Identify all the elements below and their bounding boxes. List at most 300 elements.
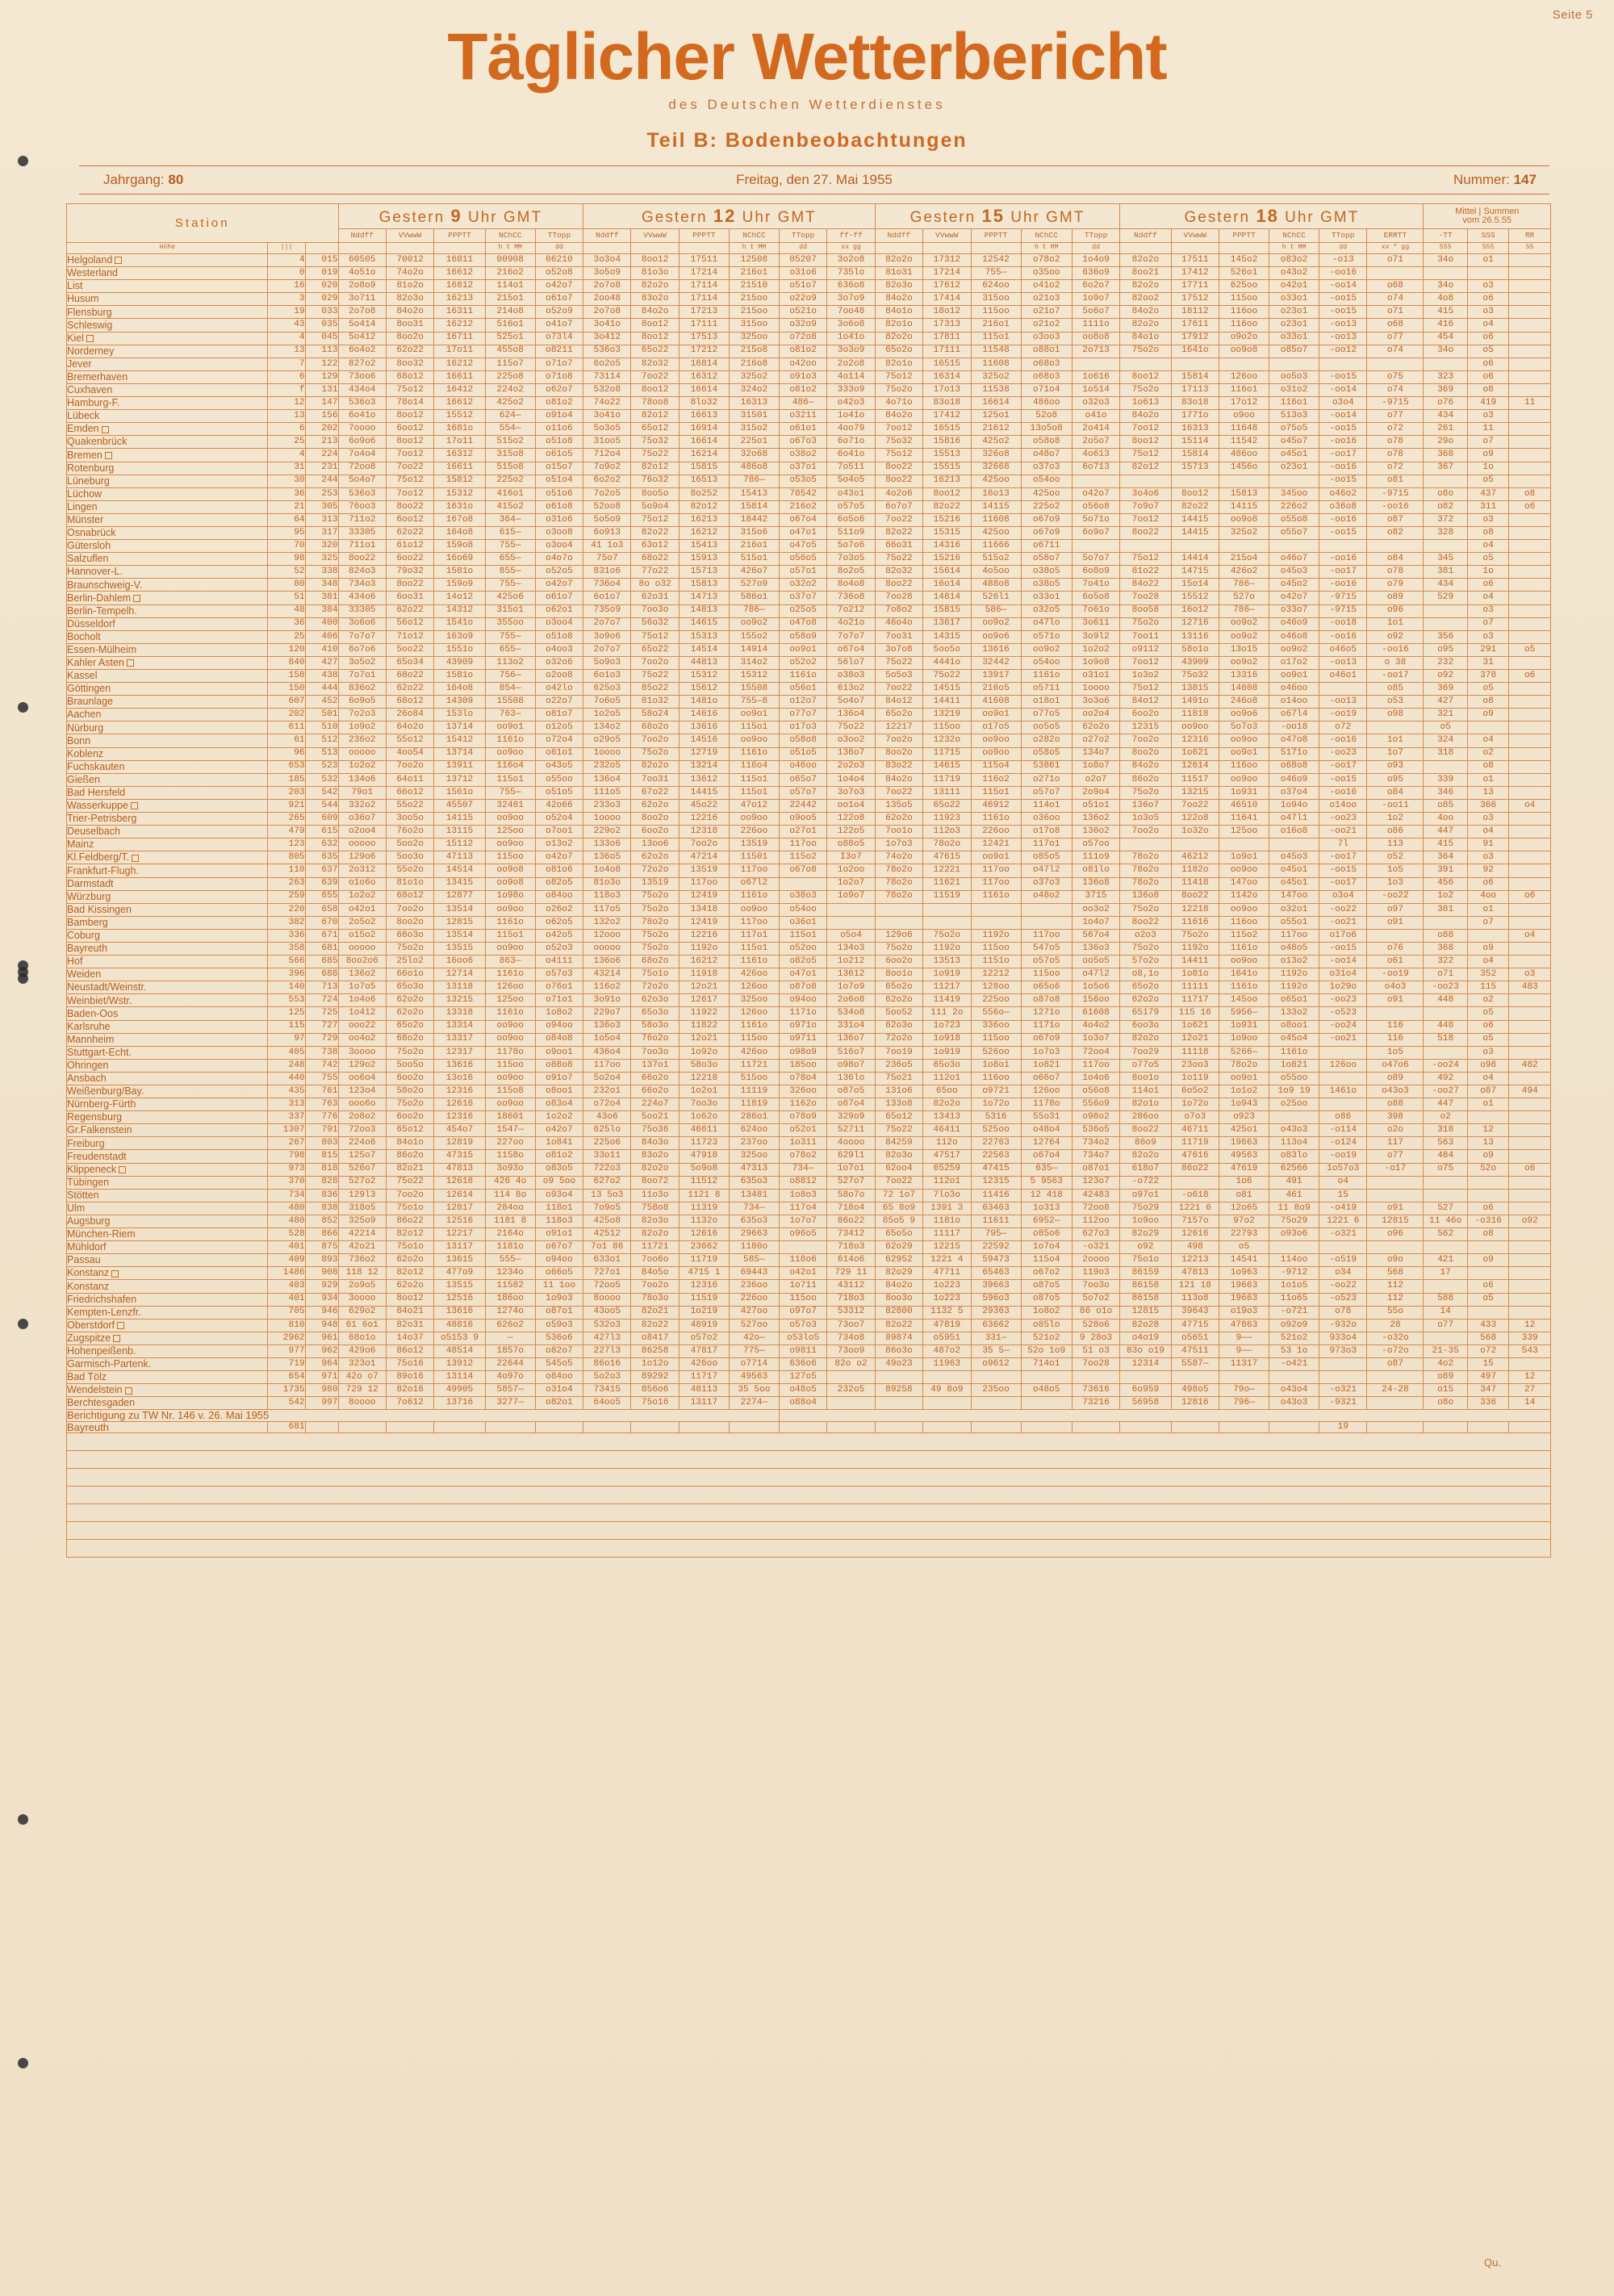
station-index: 512: [305, 734, 338, 747]
blank-cell: [67, 1450, 1551, 1468]
obs-cell: [1120, 475, 1171, 487]
obs-cell: 112: [1367, 1293, 1424, 1306]
obs-cell: 1o8o3: [779, 1189, 826, 1202]
obs-cell: 49o23: [875, 1357, 922, 1370]
station-marker-icon: [119, 1166, 126, 1173]
obs-cell: 75o1o: [386, 1241, 433, 1254]
obs-cell: 7o9o2: [583, 462, 631, 475]
obs-cell: 75o2o: [631, 929, 679, 942]
group-header-18: [1120, 204, 1424, 229]
obs-cell: 5o4o7: [338, 475, 386, 487]
station-name: Deuselbach: [67, 826, 268, 839]
station-name: Kl.Feldberg/T.: [67, 851, 268, 864]
station-index: 639: [305, 877, 338, 890]
obs-cell: 786—: [1219, 604, 1269, 617]
obs-cell: o84oo: [535, 890, 583, 903]
station-index: 828: [305, 1176, 338, 1189]
station-index: 934: [305, 1293, 338, 1306]
obs-cell: 1o931: [1219, 1020, 1269, 1033]
obs-cell: 48919: [679, 1319, 729, 1332]
obs-cell: o3oo8: [535, 526, 583, 539]
obs-cell: [1269, 1371, 1319, 1384]
obs-cell: 14814: [923, 592, 971, 604]
station-hoehe: 382: [268, 916, 305, 929]
obs-cell: [1509, 721, 1551, 734]
obs-cell: 113o8: [1171, 1293, 1219, 1306]
obs-cell: 322: [1424, 956, 1468, 968]
obs-cell: 147oo: [1219, 877, 1269, 890]
obs-cell: 11608: [971, 358, 1021, 370]
obs-cell: [1509, 760, 1551, 773]
page-title: Täglicher Wetterbericht: [447, 20, 1167, 94]
obs-cell: 57o2o: [1120, 956, 1171, 968]
station-name: Wasserkuppe: [67, 799, 268, 812]
group-post-18: Uhr GMT: [1285, 208, 1360, 226]
obs-cell: o5: [1467, 553, 1508, 566]
obs-cell: 824o3: [338, 566, 386, 579]
correction-cell: [1269, 1421, 1319, 1432]
obs-cell: 1o8o1: [971, 1059, 1021, 1072]
obs-cell: 29o: [1424, 436, 1468, 449]
obs-cell: -oo23: [1319, 994, 1367, 1007]
obs-cell: 11: [1509, 397, 1551, 410]
obs-cell: 45o22: [679, 799, 729, 812]
obs-cell: o1: [1467, 773, 1508, 786]
obs-cell: o21o2: [1021, 319, 1072, 332]
obs-cell: 13714: [434, 721, 485, 734]
obs-cell: 8oooo: [338, 1397, 386, 1410]
group-post-12: Uhr GMT: [742, 208, 817, 226]
obs-cell: 47819: [923, 1319, 971, 1332]
table-row: [67, 553, 1551, 566]
obs-cell: o15: [1424, 1384, 1468, 1397]
obs-cell: 7oo11: [1120, 630, 1171, 643]
obs-cell: 15312: [679, 670, 729, 683]
obs-cell: 6o1o3: [583, 670, 631, 683]
obs-cell: o73l4: [535, 332, 583, 345]
obs-cell: 14415: [1171, 526, 1219, 539]
obs-cell: o97o1: [1120, 1189, 1171, 1202]
station-index: 671: [305, 929, 338, 942]
obs-cell: 116o2: [583, 981, 631, 994]
obs-cell: 7oo22: [875, 683, 922, 696]
obs-cell: 83o18: [923, 397, 971, 410]
station-name: Kahler Asten: [67, 656, 268, 669]
col-ttopp-12: TTopp: [779, 229, 826, 243]
group-hour-15: 15: [981, 205, 1005, 226]
obs-cell: 775—: [729, 1345, 779, 1357]
obs-cell: 11416: [971, 1189, 1021, 1202]
obs-cell: o48o5: [1021, 1384, 1072, 1397]
station-hoehe: 125: [268, 1007, 305, 1020]
obs-cell: -oo17: [1367, 670, 1424, 683]
obs-cell: 15114: [1171, 436, 1219, 449]
obs-cell: 14515: [923, 683, 971, 696]
obs-cell: 15815: [923, 604, 971, 617]
correction-cell: [971, 1421, 1021, 1432]
obs-cell: o4oo3: [535, 643, 583, 656]
station-hoehe: 6: [268, 423, 305, 436]
obs-cell: oo9o8: [485, 864, 535, 877]
obs-cell: 115o7: [485, 358, 535, 370]
obs-cell: 7oo12: [386, 449, 433, 462]
obs-cell: 369: [1424, 683, 1468, 696]
obs-cell: o3oo3: [1021, 332, 1072, 345]
obs-cell: 13111: [923, 786, 971, 799]
obs-cell: o78: [1319, 1306, 1367, 1319]
obs-cell: o85o5: [1021, 851, 1072, 864]
obs-cell: 75o29: [1269, 1215, 1319, 1227]
obs-cell: 586o1: [729, 592, 779, 604]
obs-cell: 511o9: [827, 526, 875, 539]
table-row: [67, 1189, 1551, 1202]
obs-cell: -o523: [1319, 1007, 1367, 1020]
obs-cell: o9612: [971, 1357, 1021, 1370]
obs-cell: 11922: [679, 1007, 729, 1020]
obs-cell: [1509, 254, 1551, 267]
station-marker-icon: [127, 659, 134, 667]
obs-cell: 83o18: [1171, 397, 1219, 410]
obs-cell: -oo19: [1319, 709, 1367, 721]
obs-cell: o42o7: [535, 280, 583, 293]
obs-cell: 115o8: [485, 1085, 535, 1098]
station-index: 838: [305, 1202, 338, 1215]
obs-cell: 7oo28: [1072, 1357, 1119, 1370]
obs-cell: 78o2o: [875, 877, 922, 890]
table-row: [67, 423, 1551, 436]
obs-cell: 3o93o: [485, 1163, 535, 1176]
obs-cell: 29663: [729, 1228, 779, 1241]
obs-cell: o57o7: [1021, 786, 1072, 799]
obs-cell: 735lo: [827, 267, 875, 280]
obs-cell: o42o7: [1269, 592, 1319, 604]
obs-cell: 13116: [1171, 630, 1219, 643]
station-hoehe: 0: [268, 267, 305, 280]
obs-cell: o34: [1319, 1267, 1367, 1280]
obs-cell: 78o2o: [631, 916, 679, 929]
obs-cell: -oo22: [1319, 1280, 1367, 1293]
table-row: [67, 280, 1551, 293]
obs-cell: 13118: [434, 981, 485, 994]
obs-cell: 3o91o: [583, 994, 631, 1007]
obs-cell: o5711: [1021, 683, 1072, 696]
obs-cell: o3o4: [1319, 397, 1367, 410]
obs-cell: 55o: [1367, 1306, 1424, 1319]
obs-cell: 795—: [971, 1228, 1021, 1241]
obs-cell: o4o19: [1120, 1332, 1171, 1345]
obs-cell: 378: [1467, 670, 1508, 683]
obs-cell: 1o9oo: [1120, 1215, 1171, 1227]
s0: [338, 243, 386, 254]
obs-cell: 84o2o: [1120, 410, 1171, 423]
obs-cell: 82800: [875, 1306, 922, 1319]
station-name: Freudenstadt: [67, 1150, 268, 1163]
obs-cell: 5 9563: [1021, 1176, 1072, 1189]
obs-cell: 5o9o3: [583, 656, 631, 669]
obs-cell: 8oo12: [631, 383, 679, 396]
obs-cell: 436o4: [583, 1046, 631, 1059]
station-index: 320: [305, 540, 338, 553]
obs-cell: 7oo3o: [631, 1046, 679, 1059]
obs-cell: o31o1: [1072, 670, 1119, 683]
obs-cell: 118 12: [338, 1267, 386, 1280]
station-name: Darmstadt: [67, 877, 268, 890]
obs-cell: o57o1: [779, 566, 826, 579]
obs-cell: 75o2o: [875, 383, 922, 396]
obs-cell: 11641: [1219, 813, 1269, 826]
obs-cell: 488o8: [971, 579, 1021, 592]
obs-cell: [1424, 358, 1468, 370]
obs-cell: o45o4: [1269, 1033, 1319, 1046]
report-date: Freitag, den 27. Mai 1955: [736, 172, 893, 187]
obs-cell: [1269, 358, 1319, 370]
col-nchcc-12: NChCC: [729, 229, 779, 243]
obs-cell: 12508: [729, 254, 779, 267]
obs-cell: 425oo: [1021, 487, 1072, 500]
obs-cell: o47o1: [779, 968, 826, 981]
obs-cell: 28: [1367, 1319, 1424, 1332]
station-name: Weinbiet/Wstr.: [67, 994, 268, 1007]
station-name: Hof: [67, 956, 268, 968]
obs-cell: 487o2: [923, 1345, 971, 1357]
obs-cell: 7oo2o: [631, 734, 679, 747]
obs-cell: 16213: [679, 513, 729, 526]
obs-cell: 5956—: [1219, 1007, 1269, 1020]
obs-cell: o37o1: [779, 462, 826, 475]
obs-cell: [1509, 306, 1551, 319]
obs-cell: 4oo: [1424, 813, 1468, 826]
obs-cell: 65oo: [923, 1085, 971, 1098]
obs-cell: 12212: [971, 968, 1021, 981]
obs-cell: o19o3: [1219, 1306, 1269, 1319]
obs-cell: o47o5: [779, 540, 826, 553]
obs-cell: -o321: [1319, 1228, 1367, 1241]
obs-cell: 115oo: [485, 851, 535, 864]
obs-cell: o38o5: [1021, 566, 1072, 579]
obs-cell: 1641o: [1171, 345, 1219, 358]
obs-cell: 398: [1367, 1111, 1424, 1124]
obs-cell: 32668: [971, 462, 1021, 475]
obs-cell: [1319, 540, 1367, 553]
obs-cell: 1o223: [923, 1293, 971, 1306]
station-hoehe: 6: [268, 370, 305, 383]
obs-cell: 117o1: [729, 929, 779, 942]
obs-cell: 425o2: [485, 397, 535, 410]
obs-cell: 52711: [827, 1124, 875, 1137]
obs-cell: 712o4: [583, 449, 631, 462]
station-index: 523: [305, 760, 338, 773]
obs-cell: 17511: [679, 254, 729, 267]
obs-cell: 8oo22: [1120, 1124, 1171, 1137]
obs-cell: 16515: [923, 358, 971, 370]
s12: [923, 243, 971, 254]
obs-cell: 425o1: [1219, 1124, 1269, 1137]
obs-cell: oo9o8: [1219, 513, 1269, 526]
obs-cell: 81o1o: [386, 877, 433, 890]
obs-cell: 65o22: [923, 799, 971, 812]
obs-cell: 11719: [679, 1254, 729, 1267]
station-index: 908: [305, 1267, 338, 1280]
col-nddff-12: Nddff: [583, 229, 631, 243]
obs-cell: 1o821: [1269, 1059, 1319, 1072]
correction-cell: [923, 1421, 971, 1432]
obs-cell: 1o1: [1367, 734, 1424, 747]
obs-cell: oo8o8: [1072, 332, 1119, 345]
obs-cell: oo5o5: [1072, 956, 1119, 968]
s18: [1219, 243, 1269, 254]
station-hoehe: 43: [268, 319, 305, 332]
obs-cell: 115o1: [729, 773, 779, 786]
obs-cell: o2: [1467, 994, 1508, 1007]
obs-cell: 2o312: [338, 864, 386, 877]
obs-cell: 1o311: [779, 1137, 826, 1150]
obs-cell: 4oooo: [827, 1137, 875, 1150]
station-hoehe: 4: [268, 332, 305, 345]
obs-cell: 21510: [729, 280, 779, 293]
station-hoehe: 97: [268, 1033, 305, 1046]
obs-cell: 13616: [971, 643, 1021, 656]
obs-cell: 11719: [1171, 1137, 1219, 1150]
obs-cell: oo9o2: [1219, 630, 1269, 643]
obs-cell: 65463: [971, 1267, 1021, 1280]
s15: dd: [1072, 243, 1119, 254]
obs-cell: o72: [1319, 721, 1367, 734]
obs-cell: 8oo58: [1120, 604, 1171, 617]
obs-cell: 62o2o: [631, 799, 679, 812]
s16: [1120, 243, 1171, 254]
correction-cell: [1509, 1421, 1551, 1432]
obs-cell: 12: [1509, 1371, 1551, 1384]
obs-cell: [1467, 1267, 1508, 1280]
obs-cell: o4: [1467, 956, 1508, 968]
obs-cell: 11963: [923, 1357, 971, 1370]
obs-cell: 13o16: [434, 1072, 485, 1085]
obs-cell: o4: [1509, 799, 1551, 812]
obs-cell: 315oo: [729, 319, 779, 332]
obs-cell: 118o3: [583, 890, 631, 903]
obs-cell: o59o3: [535, 1319, 583, 1332]
table-row: [67, 839, 1551, 851]
obs-cell: 437: [1467, 487, 1508, 500]
obs-cell: 16515: [923, 423, 971, 436]
obs-cell: 16614: [971, 397, 1021, 410]
station-index: 122: [305, 358, 338, 370]
obs-cell: 16o14: [923, 579, 971, 592]
obs-cell: 62o22: [386, 526, 433, 539]
obs-cell: -oo18: [1319, 617, 1367, 630]
obs-cell: 75o22: [875, 1124, 922, 1137]
station-index: 776: [305, 1111, 338, 1124]
obs-cell: o46oo: [1269, 683, 1319, 696]
obs-cell: I3o7: [827, 851, 875, 864]
sub-idx: |||: [268, 243, 305, 254]
obs-cell: 11611: [971, 1215, 1021, 1227]
station-name: Cuxhaven: [67, 383, 268, 396]
obs-cell: o12o5: [535, 721, 583, 734]
obs-cell: o96o5: [779, 1228, 826, 1241]
obs-cell: 494: [1509, 1085, 1551, 1098]
obs-cell: 82o12: [631, 410, 679, 423]
obs-cell: 125oo: [1219, 826, 1269, 839]
obs-cell: o31o6: [535, 513, 583, 526]
obs-cell: 11o65: [1269, 1293, 1319, 1306]
obs-cell: o98o9: [779, 1046, 826, 1059]
obs-cell: 16711: [434, 332, 485, 345]
obs-cell: 75o12: [631, 630, 679, 643]
obs-cell: 114o1: [1120, 1085, 1171, 1098]
obs-cell: [1171, 1371, 1219, 1384]
obs-cell: 89292: [631, 1371, 679, 1384]
table-row: [67, 604, 1551, 617]
group-pre-12: Gestern: [642, 208, 708, 226]
obs-cell: 315o6: [729, 526, 779, 539]
obs-cell: 134o7: [1072, 747, 1119, 760]
obs-cell: o48o2: [1021, 890, 1072, 903]
station-hoehe: 336: [268, 929, 305, 942]
obs-cell: 11822: [679, 1020, 729, 1033]
obs-cell: 1o92o: [679, 1046, 729, 1059]
obs-cell: 118o1: [535, 1202, 583, 1215]
obs-cell: 55o31: [1021, 1111, 1072, 1124]
station-name: Frankfurt-Flugh.: [67, 864, 268, 877]
obs-cell: 1o5: [1367, 864, 1424, 877]
obs-cell: 536o6: [535, 1332, 583, 1345]
obs-cell: 14813: [679, 604, 729, 617]
obs-cell: 433: [1467, 1319, 1508, 1332]
obs-cell: o48o5: [779, 1384, 826, 1397]
table-row: [67, 1202, 1551, 1215]
obs-cell: o42o7: [535, 1124, 583, 1137]
s3: h t MM: [485, 243, 535, 254]
obs-cell: 73oo9: [827, 1345, 875, 1357]
obs-cell: 75o36: [631, 1124, 679, 1137]
obs-cell: 425o8: [583, 1215, 631, 1227]
obs-cell: o92: [1509, 1215, 1551, 1227]
obs-cell: 12: [1467, 1124, 1508, 1137]
obs-cell: 7oo28: [1120, 592, 1171, 604]
obs-cell: o8: [1467, 696, 1508, 709]
col-nchcc-18: NChCC: [1269, 229, 1319, 243]
obs-cell: 113: [1367, 839, 1424, 851]
obs-cell: 855—: [485, 566, 535, 579]
obs-cell: 44813: [679, 656, 729, 669]
obs-cell: 125oo: [485, 994, 535, 1007]
obs-cell: o87o5: [1021, 1280, 1072, 1293]
obs-cell: o38o3: [827, 670, 875, 683]
obs-cell: 11918: [679, 968, 729, 981]
obs-cell: o4: [1467, 319, 1508, 332]
station-hoehe: 7: [268, 358, 305, 370]
obs-cell: 113o4: [1269, 1137, 1319, 1150]
page-part-title: Teil B: Bodenbeobachtungen: [646, 129, 968, 152]
obs-cell: o2oo8: [535, 670, 583, 683]
obs-cell: 3277—: [485, 1397, 535, 1410]
obs-cell: 555—: [485, 1254, 535, 1267]
table-row: [67, 709, 1551, 721]
obs-cell: 63662: [971, 1319, 1021, 1332]
obs-cell: 526oo: [971, 1046, 1021, 1059]
obs-cell: o57o5: [1021, 956, 1072, 968]
obs-cell: 1o9 19: [1269, 1085, 1319, 1098]
obs-cell: o77: [1367, 332, 1424, 345]
obs-cell: 2o7o8: [583, 280, 631, 293]
obs-cell: 454o7: [434, 1124, 485, 1137]
obs-cell: 42512: [583, 1228, 631, 1241]
obs-cell: o55oo: [1269, 1072, 1319, 1085]
obs-cell: o17o2: [1269, 656, 1319, 669]
nummer-label: Nummer:: [1453, 172, 1510, 187]
obs-cell: 8oo2o6: [338, 956, 386, 968]
